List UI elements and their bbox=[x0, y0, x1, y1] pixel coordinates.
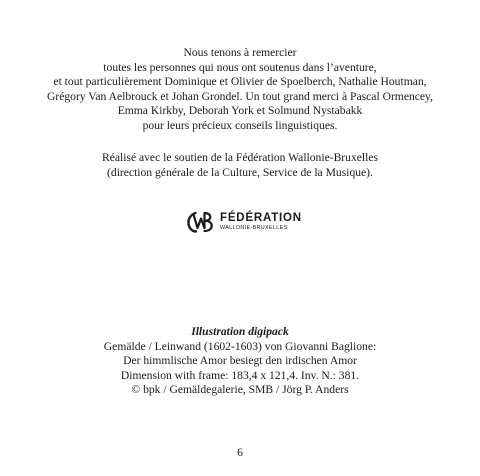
logo-title: FÉDÉRATION bbox=[220, 212, 302, 224]
support-paragraph bbox=[0, 151, 480, 180]
illustration-title: Illustration digipack bbox=[191, 325, 289, 338]
acknowledgement-line: Grégory Van Aelbrouck et Johan Grondel. Un tout grand merci à Pascal Ormencey, bbox=[46, 89, 434, 103]
illustration-line: Gemälde / Leinwand (1602-1603) von Giovanni Baglione: bbox=[103, 339, 377, 353]
acknowledgement-line: et tout particulièrement Dominique et Olivier de Spoelberch, Nathalie Houtman, bbox=[53, 75, 427, 89]
illustration-credits bbox=[0, 325, 480, 398]
page-number: 6 bbox=[237, 446, 243, 459]
illustration-line: Der himmlische Amor besiegt den irdischen Amor bbox=[123, 354, 357, 368]
logo-text bbox=[220, 212, 302, 232]
wb-logo-icon bbox=[186, 210, 216, 234]
federation-wallonie-bruxelles-logo bbox=[186, 210, 306, 234]
support-line: (direction générale de la Culture, Service de la Musique). bbox=[107, 165, 373, 179]
support-line: Réalisé avec le soutien de la Fédération Wallonie-Bruxelles bbox=[101, 151, 379, 164]
illustration-line: © bpk / Gemäldegalerie, SMB / Jörg P. Anders bbox=[131, 383, 349, 397]
logo-subtitle: WALLONIE-BRUXELLES bbox=[220, 225, 288, 231]
acknowledgement-line: Emma Kirkby, Deborah York et Solmund Nystabakk bbox=[117, 104, 363, 118]
acknowledgement-line: pour leurs précieux conseils linguistiques. bbox=[142, 118, 338, 132]
acknowledgement-line: Nous tenons à remercier bbox=[183, 46, 297, 59]
acknowledgements-paragraph bbox=[0, 46, 480, 134]
illustration-line: Dimension with frame: 183,4 x 121,4. Inv. N.: 381. bbox=[120, 368, 360, 382]
acknowledgement-line: toutes les personnes qui nous ont soutenus dans l’aventure, bbox=[103, 60, 377, 74]
